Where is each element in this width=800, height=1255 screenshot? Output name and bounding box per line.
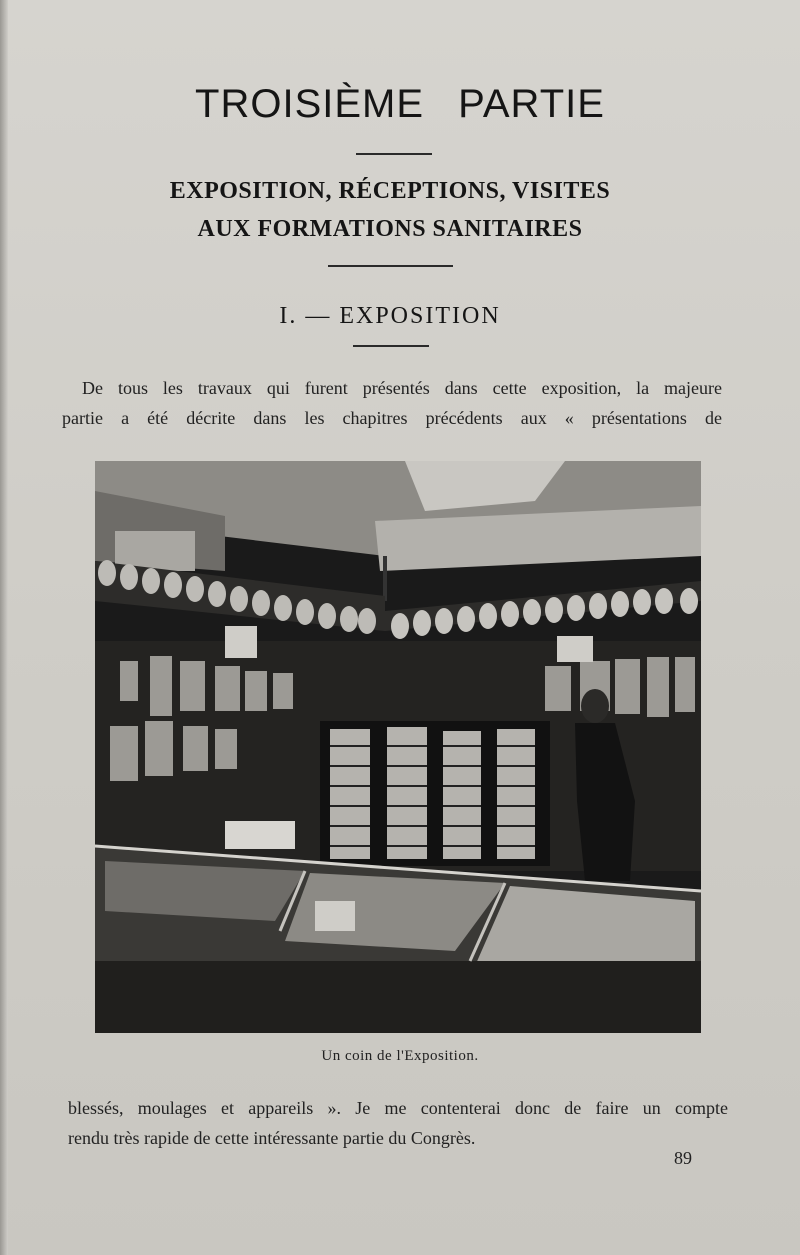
exposition-photograph (95, 461, 701, 1033)
figure-caption: Un coin de l'Exposition. (321, 1048, 479, 1064)
paragraph-line: De tous les travaux qui furent présentés dans cette exposition, la majeure (82, 378, 722, 398)
paragraph-line: partie a été décrite dans les chapitres précédents aux « présentations de (62, 408, 722, 428)
subsection-title: I. — EXPOSITION (279, 303, 501, 329)
subsection-rule (353, 345, 429, 347)
section-title-line-2: AUX FORMATIONS SANITAIRES (197, 216, 583, 242)
paragraph-intro (62, 373, 722, 433)
page-number: 89 (674, 1148, 692, 1168)
paragraph-line: blessés, moulages et appareils ». Je me contenterai donc de faire un compte (68, 1098, 728, 1118)
paragraph-line: rendu très rapide de cette intéressante partie du Congrès. (68, 1128, 476, 1148)
paragraph-continued (68, 1093, 728, 1153)
section-rule (328, 265, 453, 267)
part-title: TROISIÈME PARTIE (195, 82, 605, 126)
section-title-line-1: EXPOSITION, RÉCEPTIONS, VISITES (169, 178, 611, 204)
title-rule (356, 153, 432, 155)
